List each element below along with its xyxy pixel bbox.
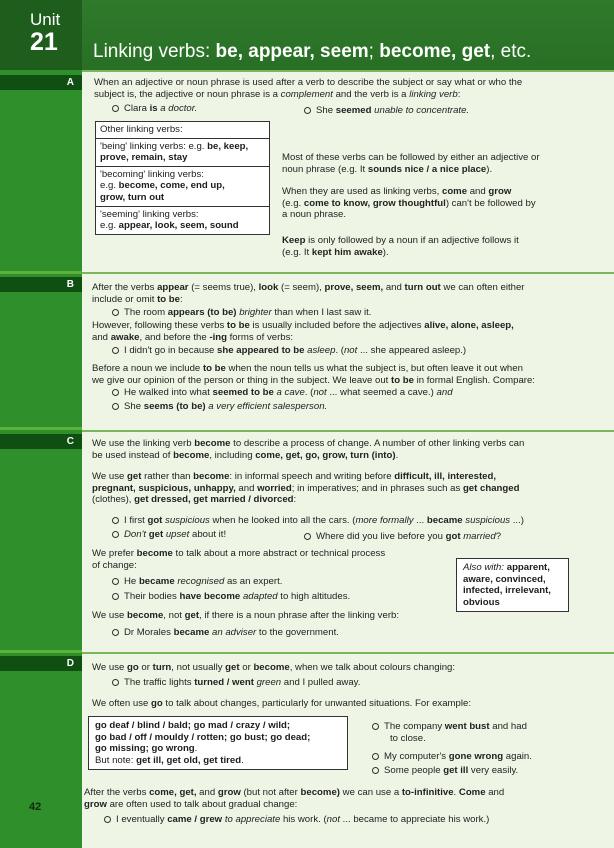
page-number: 42 — [29, 801, 42, 813]
text-line: we give our opinion of the person or thing in the subject. We leave out to be in formal English. Compare: — [92, 374, 535, 386]
table-cell — [96, 206, 269, 234]
text-line: 'becoming' linking verbs: — [100, 168, 204, 180]
paragraph — [92, 548, 432, 571]
also-with-box — [456, 558, 569, 612]
text-line: grow, turn out — [100, 191, 165, 203]
text-line: We prefer become to talk about a more abstract or technical process — [92, 548, 386, 559]
text-line: a noun phrase. — [282, 209, 347, 221]
text-line: But note: get ill, get old, get tired. — [95, 754, 244, 766]
unit-badge — [0, 0, 82, 70]
example-line: The company went bust and had to close. — [372, 721, 602, 744]
example-line: Their bodies have become adapted to high altitudes. — [112, 591, 350, 603]
bullet-icon — [304, 107, 311, 114]
text-line: infected, irrelevant, — [463, 585, 551, 597]
table-cell — [96, 138, 269, 166]
text-line: be used instead of become, including come, get, go, grow, turn (into). — [92, 449, 399, 461]
section-letter-c: C — [0, 434, 82, 449]
section-c — [82, 430, 614, 652]
content-area — [82, 70, 614, 848]
bullet-icon — [112, 531, 119, 538]
bullet-icon — [304, 533, 311, 540]
text-line: After the verbs appear (= seems true), look (= seem), prove, seem, and turn out we can often either — [92, 282, 525, 293]
paragraph — [92, 438, 607, 461]
example-line: Where did you live before you got married? — [304, 531, 501, 543]
rail-divider — [0, 650, 82, 653]
text-line: (e.g. It kept him awake). — [282, 246, 389, 258]
example-line: Some people get ill very easily. — [372, 765, 518, 777]
paragraph — [92, 471, 607, 506]
example-line: She seemed unable to concentrate. — [304, 105, 469, 117]
left-rail — [0, 70, 82, 848]
example-line: Don't get upset about it! — [112, 529, 226, 541]
table-cell — [96, 122, 269, 138]
text-line: go missing; go wrong. — [95, 743, 198, 755]
example-line: The traffic lights turned / went green and I pulled away. — [112, 677, 360, 689]
bullet-icon — [112, 105, 119, 112]
table-cell — [96, 166, 269, 206]
example-line: I didn't go in because she appeared to be asleep. (not ... she appeared asleep.) — [112, 345, 466, 357]
text-line: 'seeming' linking verbs: — [100, 208, 199, 220]
paragraph — [92, 282, 607, 305]
section-d — [82, 652, 614, 848]
text-line: (e.g. come to know, grow thoughtful) can't be followed by — [282, 197, 536, 209]
text-line: grow are often used to talk about gradual change: — [84, 798, 298, 810]
unit-label: Unit — [30, 10, 61, 29]
linking-verbs-table — [95, 121, 270, 235]
note — [282, 186, 602, 221]
text-line: When an adjective or noun phrase is used after a verb to describe the subject or say what or who the — [94, 77, 523, 88]
section-a — [82, 70, 614, 272]
unit-number: 21 — [30, 28, 58, 56]
text-line: go bad / off / mouldy / rotten; go bust; go dead; — [95, 731, 311, 743]
text-line: of change: — [92, 559, 137, 571]
bullet-icon — [112, 389, 119, 396]
text-line: noun phrase (e.g. It sounds nice / a nice place). — [282, 163, 493, 175]
text-line: Other linking verbs: — [100, 124, 183, 135]
paragraph — [92, 698, 607, 710]
example-line: Clara is a doctor. — [112, 103, 197, 115]
text-line: e.g. become, come, end up, — [100, 180, 225, 192]
paragraph — [92, 610, 452, 622]
bullet-icon — [112, 403, 119, 410]
text-line: and awake, and before the -ing forms of verbs: — [92, 331, 294, 343]
bullet-icon — [372, 767, 379, 774]
text-line: We use go or turn, not usually get or become, when we talk about colours changing: — [92, 662, 456, 673]
example-line: He became recognised as an expert. — [112, 576, 282, 588]
paragraph — [92, 363, 607, 386]
text-line: We use the linking verb become to describe a process of change. A number of other linking verbs can — [92, 438, 525, 449]
example-line: I eventually came / grew to appreciate his work. (not ... became to appreciate his work.) — [104, 814, 489, 826]
text-line: obvious — [463, 596, 500, 608]
example-line: My computer's gone wrong again. — [372, 751, 532, 763]
example-line: He walked into what seemed to be a cave. (not ... what seemed a cave.) and — [112, 387, 453, 399]
bullet-icon — [112, 309, 119, 316]
note — [282, 235, 602, 258]
text-line: subject is, the adjective or noun phrase is a complement and the verb is a linking verb: — [94, 88, 461, 100]
text-line: e.g. appear, look, seem, sound — [100, 220, 239, 232]
rail-divider — [0, 271, 82, 274]
section-b — [82, 272, 614, 430]
note — [282, 152, 602, 175]
unit-title: Linking verbs: be, appear, seem; become, get, etc. — [93, 41, 532, 62]
paragraph — [92, 662, 607, 674]
paragraph — [84, 787, 609, 810]
section-letter-b: B — [0, 277, 82, 292]
text-line: aware, convinced, — [463, 573, 546, 585]
section-letter-a: A — [0, 75, 82, 90]
text-line: We use become, not get, if there is a noun phrase after the linking verb: — [92, 610, 400, 621]
bullet-icon — [112, 347, 119, 354]
section-letter-d: D — [0, 656, 82, 671]
bullet-icon — [104, 816, 111, 823]
section-a-intro — [94, 77, 604, 100]
bullet-icon — [112, 593, 119, 600]
text-line: We often use go to talk about changes, particularly for unwanted situations. For example: — [92, 698, 471, 709]
text-line: include or omit to be: — [92, 293, 183, 305]
bullet-icon — [372, 753, 379, 760]
example-line: The room appears (to be) brighter than when I last saw it. — [112, 307, 371, 319]
text-line: After the verbs come, get, and grow (but not after become) we can use a to-infinitive. Come and — [84, 787, 505, 798]
bullet-icon — [112, 517, 119, 524]
example-line: I first got suspicious when he looked into all the cars. (more formally ... became suspicious ...) — [112, 515, 524, 527]
bullet-icon — [112, 578, 119, 585]
text-line: go deaf / blind / bald; go mad / crazy / wild; — [95, 720, 291, 731]
text-line: We use get rather than become: in informal speech and writing before difficult, ill, interested, — [92, 471, 497, 482]
text-line: (clothes), get dressed, get married / divorced: — [92, 494, 297, 506]
bullet-icon — [112, 679, 119, 686]
text-line: Most of these verbs can be followed by either an adjective or — [282, 152, 540, 163]
example-line: Dr Morales became an adviser to the government. — [112, 627, 339, 639]
text-line: However, following these verbs to be is usually included before the adjectives alive, alone, asleep, — [92, 320, 514, 331]
bullet-icon — [112, 629, 119, 636]
text-line: prove, remain, stay — [100, 152, 188, 164]
rail-divider — [0, 427, 82, 430]
go-phrases-box — [88, 716, 348, 770]
text-line: Keep is only followed by a noun if an adjective follows it — [282, 235, 519, 246]
text-line: Before a noun we include to be when the noun tells us what the subject is, but often leave it out when — [92, 363, 523, 374]
text-line: When they are used as linking verbs, come and grow — [282, 186, 512, 197]
text-line: pregnant, suspicious, unhappy, and worried; in imperatives; and in phrases such as get changed — [92, 482, 520, 494]
example-line: She seems (to be) a very efficient salesperson. — [112, 401, 327, 413]
paragraph — [92, 320, 607, 343]
text-line: Also with: apparent, — [463, 562, 550, 573]
bullet-icon — [372, 723, 379, 730]
text-line: 'being' linking verbs: e.g. be, keep, — [100, 140, 249, 152]
unit-header — [0, 0, 614, 70]
